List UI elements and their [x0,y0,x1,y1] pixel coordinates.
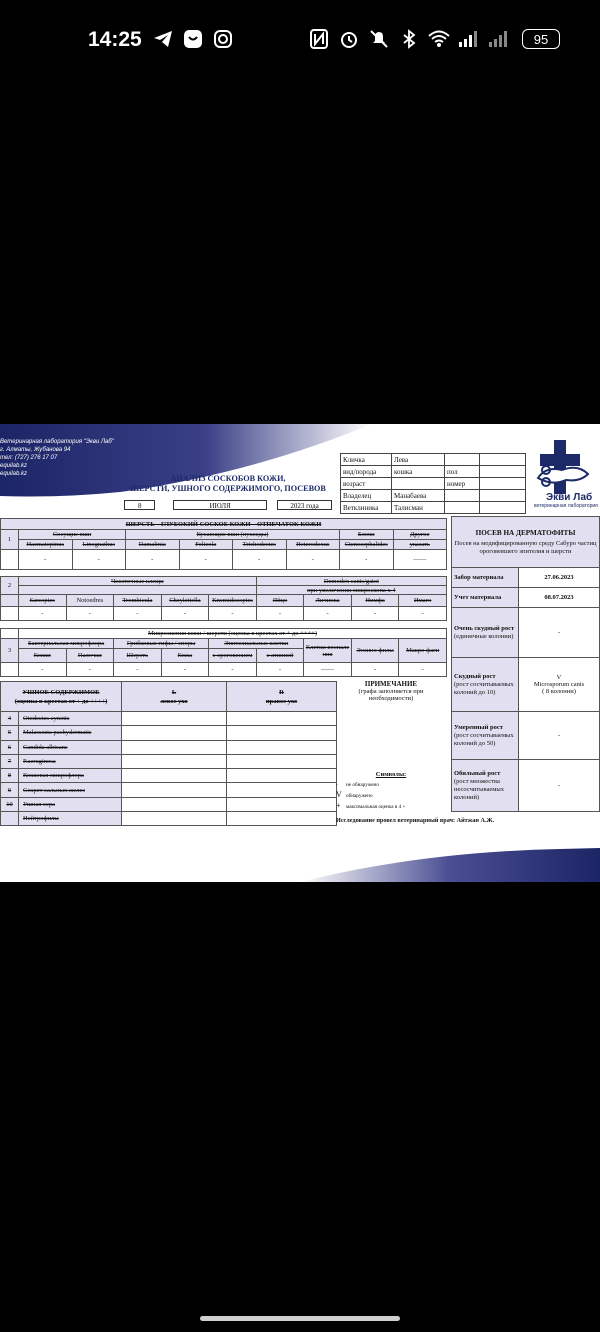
patient-row [341,454,526,466]
column-header: Trombicula [114,595,162,607]
result-cell: - [66,663,114,677]
row-number: 7 [1,754,19,768]
ear-row [1,726,337,740]
section-microscopy: Микроскопия кожи / шерсти (оценка в крестах от + до ++++) 3 Бактериальная микрофлора Грибковые гифы / споры Эпителиальные клетки Клетки воспале ния Эозино филы Макро фаги Кокки Палочки Шерсть Кожа с ороговением с атипией - - - - - - —— - - [0,628,447,677]
date-day: 8 [124,500,155,510]
column-header: Knemidocoptes [209,595,257,607]
culture-label: Умеренный рост (рост сосчитываемых колоний до 50) [452,712,519,760]
result-cell: - [399,663,447,677]
result-cell: - [209,607,257,621]
left-ear-cell [122,726,227,740]
left-ear-cell [122,769,227,783]
ear-param-name: Секрет сальных желез [19,783,122,797]
culture-desc: Посев на модифицированную среду Сабуро частиц ороговевшего эпителия и шерсти [454,539,597,555]
battery-indicator: 95 [522,29,560,49]
status-bar [0,0,600,80]
mute-icon [368,28,390,50]
column-header: Шерсть [114,649,162,663]
result-cell: - [114,663,162,677]
telegram-icon [152,28,174,50]
result-cell: - [161,663,209,677]
lab-address: Ветеринарная лаборатория "Экви Лаб" г. Алматы, Жубанова 94 тел: (727) 276 17 07 equilab.kz equilab.kz [0,439,114,477]
ear-title: УШНОЕ СОДЕРЖИМОЕ [22,688,100,696]
left-ear-cell [122,740,227,754]
ear-param-name: Malassezia pachydermatis [19,726,122,740]
left-ear: левое ухо [160,697,188,705]
culture-label: Скудный рост (рост сосчитываемых колоний до 10) [452,658,519,712]
section-hair-skin: ШЕРСТЬ – ГЛУБОКИЙ СОСКОБ КОЖИ – ОТПЕЧАТОК КОЖИ 1 Сосущие вши Кусающие вши (пухоеды) Блохи Другое Haematopinus Linognathus Damalinia Felicola Trichodectes Heterodoxus Ctenocephalides указать - - - - - - - —— [0,518,447,570]
result-cell: - [340,550,394,570]
patient-value: Манабаева [392,490,445,502]
culture-value: 08.07.2023 [519,588,600,608]
right-ear: правое ухо [265,697,298,705]
patient-label-2: номер [445,478,480,490]
right-ear-cell [227,797,337,811]
row-number: 1 [1,530,19,550]
ear-row [1,783,337,797]
column-header: указать [393,540,447,550]
culture-row [452,760,600,812]
culture-value: V Microsporum canis ( 8 колонии) [519,658,600,712]
result-cell: - [256,607,304,621]
right-ear-cell [227,712,337,726]
ear-row [1,740,337,754]
right-ear-cell [227,726,337,740]
patient-label: вид/порода [341,466,392,478]
result-cell: - [209,663,257,677]
status-time: 14:25 [88,28,142,51]
culture-label: Очень скудный рост (единичные колонии) [452,608,519,658]
row-number: 5 [1,726,19,740]
row-number: 10 [1,797,19,811]
patient-label: Кличка [341,454,392,466]
row-number: 3 [1,639,19,663]
ear-param-name: Кокковая микрофлора [19,769,122,783]
patient-value [392,478,445,490]
result-cell: - [161,607,209,621]
patient-label-2 [445,502,480,514]
row-number [1,812,19,826]
ear-row [1,754,337,768]
instagram-icon [212,28,234,50]
column-header: Notoedres [66,595,114,607]
right-ear-cell [227,812,337,826]
column-header: Sarcoptes [19,595,67,607]
bluetooth-icon [398,28,420,50]
patient-value-2 [480,466,526,478]
column-header: Кокки [19,649,67,663]
shopping-bag-icon [182,28,204,50]
logo-name: Экви Лаб [546,492,593,503]
row-number: 6 [1,740,19,754]
right-ear-cell [227,754,337,768]
culture-title: ПОСЕВ НА ДЕРМАТОФИТЫ [475,528,576,537]
result-cell: - [19,663,67,677]
ear-row [1,712,337,726]
ear-param-name: Otodectes cynotis [19,712,122,726]
section1-title: ШЕРСТЬ – ГЛУБОКИЙ СОСКОБ КОЖИ – ОТПЕЧАТОК КОЖИ [1,519,447,530]
column-header: Яйцо [256,595,304,607]
column-header: Имаго [399,595,447,607]
culture-value: - [519,608,600,658]
column-header: Палочки [66,649,114,663]
date-year: 2023 года [277,500,332,510]
row-number: 9 [1,783,19,797]
left-ear-cell [122,754,227,768]
form-title: АНАЛИЗ СОСКОБОВ КОЖИ, ШЕРСТИ, УШНОГО СОДЕРЖИМОГО, ПОСЕВОВ [130,474,326,493]
column-header: Кожа [161,649,209,663]
lab-logo [532,440,600,510]
patient-label: Ветклиника [341,502,392,514]
column-header: Ctenocephalides [340,540,394,550]
form-date [124,500,332,510]
dermatophyte-culture-table [451,516,600,812]
section-ear: УШНОЕ СОДЕРЖИМОЕ (оценка в крестах от + до ++++) L левое ухо R правое ухо 4 Otodectes cynotis 5 Malassezia pachydermatis 6 Candida albicans 7 P.aeruginosa 8 Кокковая микрофлора 9 Секрет сальных желез 10 Ушная сера Нейтрофилы [0,681,337,826]
column-header: Damalinia [126,540,180,550]
result-cell: - [126,550,180,570]
ear-param-name: Ушная сера [19,797,122,811]
patient-label: возраст [341,478,392,490]
column-header: Haematopinus [19,540,73,550]
ear-param-name: Нейтрофилы [19,812,122,826]
culture-row [452,658,600,712]
note-block: ПРИМЕЧАНИЕ (графа заполняется при необходимости) [358,680,424,702]
row-number: 2 [1,577,19,595]
result-cell: - [114,607,162,621]
patient-info-table [340,453,526,514]
left-ear-cell [122,812,227,826]
result-cell: - [179,550,233,570]
left-ear-cell [122,712,227,726]
patient-row [341,490,526,502]
culture-label: Забор материала [452,568,519,588]
right-ear-cell [227,769,337,783]
culture-row [452,712,600,760]
ear-param-name: Candida albicans [19,740,122,754]
logo-subtitle: ветеринарная лаборатория [534,503,598,509]
row-number: 4 [1,712,19,726]
result-cell: - [256,663,304,677]
patient-row [341,502,526,514]
column-header: Нимфа [351,595,399,607]
culture-label: Обильный рост (рост множества несосчитываемых колоний) [452,760,519,812]
ear-param-name: P.aeruginosa [19,754,122,768]
nfc-icon [308,28,330,50]
patient-row [341,478,526,490]
culture-label: Учет материала [452,588,519,608]
patient-value-2 [480,454,526,466]
patient-label-2 [445,454,480,466]
culture-value: - [519,760,600,812]
column-header: Личинка [304,595,352,607]
row-number: 8 [1,769,19,783]
lab-form-document [0,424,600,882]
culture-row [452,568,600,588]
symbols-legend: Символы: - не обнаружено Vобнаружено + максимальная оценка в 4 + [336,771,407,810]
culture-value: - [519,712,600,760]
ear-row [1,812,337,826]
result-cell: - [19,607,67,621]
ear-subtitle: (оценка в крестах от + до ++++) [14,697,108,705]
home-indicator[interactable] [200,1316,400,1321]
column-header: Heterodoxus [286,540,340,550]
right-ear-cell [227,740,337,754]
date-month: ИЮЛЯ [173,500,267,510]
patient-value-2 [480,490,526,502]
column-header: Linognathus [72,540,126,550]
ear-row [1,769,337,783]
alarm-icon [338,28,360,50]
patient-label-2 [445,490,480,502]
left-ear-cell [122,783,227,797]
ear-row [1,797,337,811]
result-cell: —— [393,550,447,570]
patient-value-2 [480,478,526,490]
patient-label-2: пол [445,466,480,478]
result-cell: - [351,663,399,677]
column-header: Felicola [179,540,233,550]
result-cell: - [72,550,126,570]
doctor-signature-line: Исследование провел ветеринарный врач: Айтжан А.Ж. [336,817,495,824]
patient-label: Владелец [341,490,392,502]
signal-icon [458,28,480,50]
result-cell: - [66,607,114,621]
patient-value-2 [480,502,526,514]
result-cell: - [304,607,352,621]
result-cell: - [351,607,399,621]
section-mites: 2 Чесоточные клещи Demodex canis/gatoi при увеличении микроскопа х 4 Sarcoptes Notoedres Trombicula Cheyletiella Knemidocoptes Яйцо Личинка Нимфа Имаго - - - - - - - - - [0,576,447,621]
result-cell: - [19,550,73,570]
column-header: Cheyletiella [161,595,209,607]
column-header: с ороговением [209,649,257,663]
column-header: с атипией [256,649,304,663]
wifi-icon [428,28,450,50]
patient-value: кошка [392,466,445,478]
culture-value: 27.06.2023 [519,568,600,588]
column-header: Trichodectes [233,540,287,550]
patient-value: Лева [392,454,445,466]
culture-row [452,588,600,608]
left-ear-cell [122,797,227,811]
result-cell: - [399,607,447,621]
right-ear-cell [227,783,337,797]
patient-row [341,466,526,478]
culture-row [452,608,600,658]
signal-2-icon [488,28,510,50]
patient-value: Талисман [392,502,445,514]
result-cell: —— [304,663,352,677]
result-cell: - [286,550,340,570]
result-cell: - [233,550,287,570]
